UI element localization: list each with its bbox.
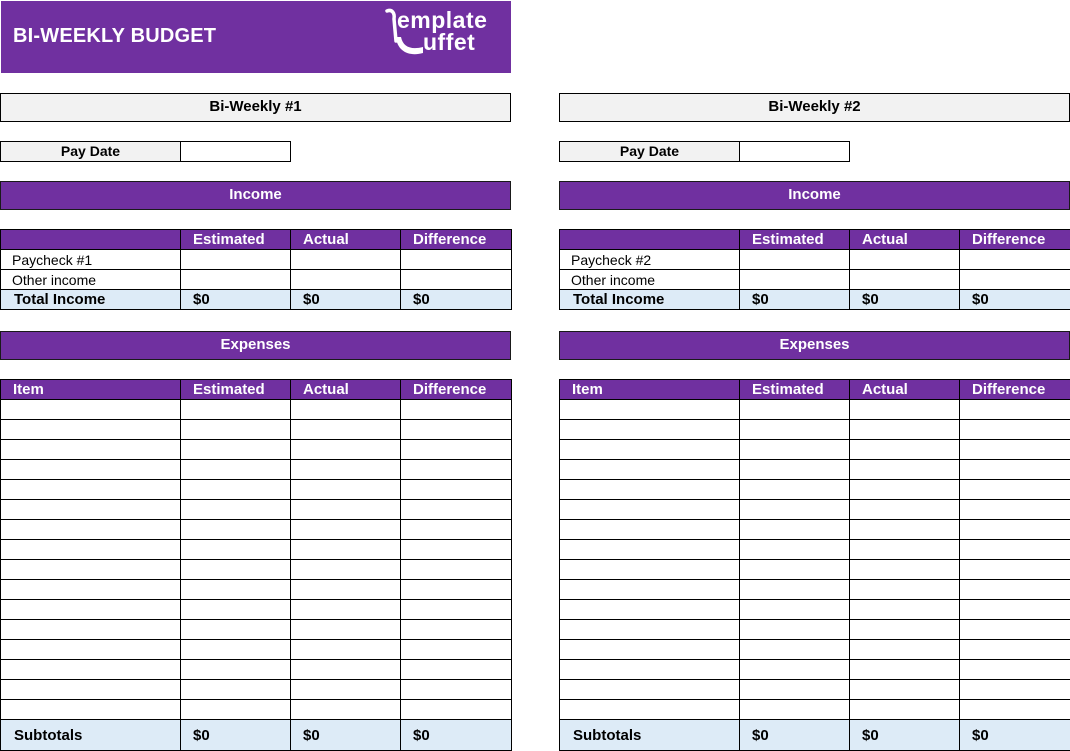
difference-cell[interactable] <box>960 680 1070 700</box>
total-estimated: $0 <box>740 290 850 310</box>
expense-item-cell[interactable] <box>560 680 740 700</box>
estimated-cell[interactable] <box>740 580 850 600</box>
expense-row <box>560 560 1070 580</box>
subtotal-actual: $0 <box>850 720 960 751</box>
expense-item-cell[interactable] <box>1 480 181 500</box>
estimated-cell[interactable] <box>740 270 850 290</box>
total-income-row <box>560 290 1070 310</box>
actual-cell[interactable] <box>291 580 401 600</box>
estimated-cell[interactable] <box>181 640 291 660</box>
column-header-difference: Difference <box>960 230 1070 250</box>
difference-cell[interactable] <box>401 580 512 600</box>
difference-cell[interactable] <box>960 560 1070 580</box>
difference-cell[interactable] <box>401 600 512 620</box>
expense-row <box>560 520 1070 540</box>
expense-table <box>0 379 512 751</box>
actual-cell[interactable] <box>850 520 960 540</box>
column-header-item: Item <box>560 380 740 400</box>
expense-item-cell[interactable] <box>1 680 181 700</box>
income-row-other <box>560 270 1070 290</box>
expense-item-cell[interactable] <box>1 540 181 560</box>
column-header-difference: Difference <box>401 380 512 400</box>
total-income-label: Total Income <box>1 290 181 310</box>
actual-cell[interactable] <box>291 700 401 720</box>
expense-header-row <box>560 380 1070 400</box>
expense-item-cell[interactable] <box>560 580 740 600</box>
subtotals-label: Subtotals <box>560 720 740 751</box>
actual-cell[interactable] <box>291 480 401 500</box>
difference-cell[interactable] <box>960 480 1070 500</box>
column-header-estimated: Estimated <box>181 230 291 250</box>
difference-cell[interactable] <box>401 520 512 540</box>
estimated-cell[interactable] <box>181 620 291 640</box>
difference-cell[interactable] <box>401 700 512 720</box>
actual-cell[interactable] <box>291 400 401 420</box>
expense-row <box>560 420 1070 440</box>
difference-cell[interactable] <box>401 440 512 460</box>
expense-item-cell[interactable] <box>560 520 740 540</box>
difference-cell[interactable] <box>401 420 512 440</box>
estimated-cell[interactable] <box>181 250 291 270</box>
income-row-paycheck <box>560 250 1070 270</box>
difference-cell[interactable] <box>960 620 1070 640</box>
expense-item-cell[interactable] <box>1 400 181 420</box>
expense-rows <box>560 400 1070 720</box>
column-header-actual: Actual <box>291 230 401 250</box>
expense-item-cell[interactable] <box>1 640 181 660</box>
income-table <box>0 229 512 310</box>
difference-cell[interactable] <box>960 640 1070 660</box>
expense-row <box>560 440 1070 460</box>
difference-cell[interactable] <box>401 640 512 660</box>
difference-cell[interactable] <box>960 540 1070 560</box>
actual-cell[interactable] <box>291 440 401 460</box>
column-header-actual: Actual <box>291 380 401 400</box>
estimated-cell[interactable] <box>181 400 291 420</box>
expenses-section-header: Expenses <box>559 331 1070 360</box>
expense-row <box>1 680 512 700</box>
actual-cell[interactable] <box>850 440 960 460</box>
difference-cell[interactable] <box>960 250 1070 270</box>
estimated-cell[interactable] <box>181 560 291 580</box>
expense-row <box>560 500 1070 520</box>
subtotals-row <box>560 720 1070 751</box>
estimated-cell[interactable] <box>740 400 850 420</box>
actual-cell[interactable] <box>850 560 960 580</box>
income-header-row <box>560 230 1070 250</box>
expenses-section-header: Expenses <box>0 331 511 360</box>
difference-cell[interactable] <box>960 440 1070 460</box>
expense-item-cell[interactable] <box>1 500 181 520</box>
expense-header-row <box>1 380 512 400</box>
difference-cell[interactable] <box>960 270 1070 290</box>
expense-item-cell[interactable] <box>560 420 740 440</box>
difference-cell[interactable] <box>960 520 1070 540</box>
difference-cell[interactable] <box>401 540 512 560</box>
expense-row <box>1 400 512 420</box>
biweekly-panel-2 <box>559 0 1070 751</box>
expense-item-cell[interactable] <box>560 500 740 520</box>
actual-cell[interactable] <box>850 500 960 520</box>
expense-item-cell[interactable] <box>1 460 181 480</box>
difference-cell[interactable] <box>960 500 1070 520</box>
estimated-cell[interactable] <box>740 420 850 440</box>
estimated-cell[interactable] <box>181 460 291 480</box>
logo-text-line2: uffet <box>423 29 476 55</box>
expense-table <box>559 379 1070 751</box>
expense-row <box>560 700 1070 720</box>
estimated-cell[interactable] <box>181 440 291 460</box>
estimated-cell[interactable] <box>740 640 850 660</box>
actual-cell[interactable] <box>850 480 960 500</box>
income-section-header: Income <box>0 181 511 210</box>
expense-row <box>1 620 512 640</box>
actual-cell[interactable] <box>291 600 401 620</box>
actual-cell[interactable] <box>291 460 401 480</box>
actual-cell[interactable] <box>291 560 401 580</box>
expense-row <box>1 600 512 620</box>
expense-row <box>1 660 512 680</box>
period-title: Bi-Weekly #1 <box>0 93 511 122</box>
estimated-cell[interactable] <box>740 600 850 620</box>
expense-item-cell[interactable] <box>1 420 181 440</box>
income-label-cell[interactable]: Paycheck #1 <box>1 250 181 270</box>
actual-cell[interactable] <box>850 250 960 270</box>
column-header-category <box>1 230 181 250</box>
column-header-item: Item <box>1 380 181 400</box>
estimated-cell[interactable] <box>740 480 850 500</box>
expense-item-cell[interactable] <box>560 440 740 460</box>
column-header-estimated: Estimated <box>740 380 850 400</box>
estimated-cell[interactable] <box>740 460 850 480</box>
income-table <box>559 229 1070 310</box>
expense-item-cell[interactable] <box>1 440 181 460</box>
difference-cell[interactable] <box>960 600 1070 620</box>
actual-cell[interactable] <box>291 660 401 680</box>
estimated-cell[interactable] <box>740 560 850 580</box>
expense-row <box>560 600 1070 620</box>
difference-cell[interactable] <box>401 620 512 640</box>
expense-item-cell[interactable] <box>560 480 740 500</box>
estimated-cell[interactable] <box>740 500 850 520</box>
expense-item-cell[interactable] <box>560 640 740 660</box>
estimated-cell[interactable] <box>740 440 850 460</box>
difference-cell[interactable] <box>401 480 512 500</box>
expense-item-cell[interactable] <box>1 560 181 580</box>
actual-cell[interactable] <box>850 660 960 680</box>
expense-item-cell[interactable] <box>560 600 740 620</box>
expense-row <box>1 480 512 500</box>
income-row-paycheck <box>1 250 512 270</box>
estimated-cell[interactable] <box>181 600 291 620</box>
expense-row <box>1 500 512 520</box>
expense-row <box>560 680 1070 700</box>
difference-cell[interactable] <box>401 250 512 270</box>
expense-row <box>560 620 1070 640</box>
difference-cell[interactable] <box>401 660 512 680</box>
estimated-cell[interactable] <box>740 680 850 700</box>
income-label-cell[interactable]: Other income <box>1 270 181 290</box>
income-label-cell[interactable]: Other income <box>560 270 740 290</box>
actual-cell[interactable] <box>850 640 960 660</box>
expense-row <box>560 460 1070 480</box>
estimated-cell[interactable] <box>181 580 291 600</box>
actual-cell[interactable] <box>291 420 401 440</box>
expense-row <box>1 580 512 600</box>
difference-cell[interactable] <box>960 700 1070 720</box>
subtotal-difference: $0 <box>960 720 1070 751</box>
income-header-row <box>1 230 512 250</box>
difference-cell[interactable] <box>960 580 1070 600</box>
column-header-actual: Actual <box>850 230 960 250</box>
expense-item-cell[interactable] <box>1 620 181 640</box>
page-title: BI-WEEKLY BUDGET <box>13 25 217 47</box>
expense-item-cell[interactable] <box>560 540 740 560</box>
column-header-estimated: Estimated <box>181 380 291 400</box>
column-header-actual: Actual <box>850 380 960 400</box>
estimated-cell[interactable] <box>740 540 850 560</box>
pay-date-row <box>559 141 850 162</box>
estimated-cell[interactable] <box>181 700 291 720</box>
total-difference: $0 <box>960 290 1070 310</box>
biweekly-panel-1 <box>0 0 511 751</box>
difference-cell[interactable] <box>401 560 512 580</box>
subtotal-estimated: $0 <box>740 720 850 751</box>
difference-cell[interactable] <box>960 420 1070 440</box>
expense-row <box>560 580 1070 600</box>
estimated-cell[interactable] <box>181 480 291 500</box>
estimated-cell[interactable] <box>181 420 291 440</box>
expense-row <box>560 480 1070 500</box>
estimated-cell[interactable] <box>181 520 291 540</box>
estimated-cell[interactable] <box>740 660 850 680</box>
income-row-other <box>1 270 512 290</box>
total-income-row <box>1 290 512 310</box>
total-actual: $0 <box>291 290 401 310</box>
difference-cell[interactable] <box>960 400 1070 420</box>
expense-row <box>1 420 512 440</box>
expense-row <box>1 540 512 560</box>
column-header-estimated: Estimated <box>740 230 850 250</box>
actual-cell[interactable] <box>850 400 960 420</box>
logo-text-line1: emplate <box>397 7 488 33</box>
pay-date-input[interactable] <box>181 142 290 161</box>
expense-item-cell[interactable] <box>1 520 181 540</box>
expense-row <box>1 520 512 540</box>
total-actual: $0 <box>850 290 960 310</box>
difference-cell[interactable] <box>401 270 512 290</box>
actual-cell[interactable] <box>291 270 401 290</box>
expense-item-cell[interactable] <box>1 660 181 680</box>
column-header-category <box>560 230 740 250</box>
difference-cell[interactable] <box>401 680 512 700</box>
expense-rows <box>1 400 512 720</box>
expense-row <box>560 400 1070 420</box>
column-header-difference: Difference <box>401 230 512 250</box>
estimated-cell[interactable] <box>740 620 850 640</box>
expense-row <box>560 640 1070 660</box>
pay-date-label: Pay Date <box>560 142 740 161</box>
expense-item-cell[interactable] <box>560 560 740 580</box>
actual-cell[interactable] <box>291 620 401 640</box>
actual-cell[interactable] <box>291 520 401 540</box>
estimated-cell[interactable] <box>181 680 291 700</box>
actual-cell[interactable] <box>850 600 960 620</box>
actual-cell[interactable] <box>291 250 401 270</box>
actual-cell[interactable] <box>291 500 401 520</box>
actual-cell[interactable] <box>291 540 401 560</box>
expense-item-cell[interactable] <box>560 700 740 720</box>
expense-item-cell[interactable] <box>1 580 181 600</box>
difference-cell[interactable] <box>401 400 512 420</box>
actual-cell[interactable] <box>850 700 960 720</box>
actual-cell[interactable] <box>291 640 401 660</box>
estimated-cell[interactable] <box>740 520 850 540</box>
actual-cell[interactable] <box>850 580 960 600</box>
total-estimated: $0 <box>181 290 291 310</box>
expense-item-cell[interactable] <box>560 660 740 680</box>
expense-row <box>1 560 512 580</box>
period-title: Bi-Weekly #2 <box>559 93 1070 122</box>
estimated-cell[interactable] <box>181 540 291 560</box>
actual-cell[interactable] <box>291 680 401 700</box>
expense-row <box>1 700 512 720</box>
difference-cell[interactable] <box>401 460 512 480</box>
expense-row <box>560 540 1070 560</box>
column-header-difference: Difference <box>960 380 1070 400</box>
expense-item-cell[interactable] <box>560 620 740 640</box>
actual-cell[interactable] <box>850 460 960 480</box>
expense-item-cell[interactable] <box>1 600 181 620</box>
expense-row <box>560 660 1070 680</box>
pay-date-row <box>0 141 291 162</box>
expense-row <box>1 440 512 460</box>
actual-cell[interactable] <box>850 270 960 290</box>
subtotal-estimated: $0 <box>181 720 291 751</box>
subtotal-actual: $0 <box>291 720 401 751</box>
subtotals-row <box>1 720 512 751</box>
estimated-cell[interactable] <box>181 500 291 520</box>
income-section-header: Income <box>559 181 1070 210</box>
expense-item-cell[interactable] <box>1 700 181 720</box>
income-label-cell[interactable]: Paycheck #2 <box>560 250 740 270</box>
estimated-cell[interactable] <box>181 660 291 680</box>
subtotals-label: Subtotals <box>1 720 181 751</box>
actual-cell[interactable] <box>850 620 960 640</box>
total-difference: $0 <box>401 290 512 310</box>
subtotal-difference: $0 <box>401 720 512 751</box>
estimated-cell[interactable] <box>740 700 850 720</box>
actual-cell[interactable] <box>850 680 960 700</box>
pay-date-input[interactable] <box>740 142 849 161</box>
difference-cell[interactable] <box>960 660 1070 680</box>
expense-item-cell[interactable] <box>560 460 740 480</box>
expense-row <box>1 460 512 480</box>
total-income-label: Total Income <box>560 290 740 310</box>
expense-item-cell[interactable] <box>560 400 740 420</box>
pay-date-label: Pay Date <box>1 142 181 161</box>
actual-cell[interactable] <box>850 540 960 560</box>
actual-cell[interactable] <box>850 420 960 440</box>
estimated-cell[interactable] <box>740 250 850 270</box>
expense-row <box>1 640 512 660</box>
estimated-cell[interactable] <box>181 270 291 290</box>
difference-cell[interactable] <box>960 460 1070 480</box>
difference-cell[interactable] <box>401 500 512 520</box>
